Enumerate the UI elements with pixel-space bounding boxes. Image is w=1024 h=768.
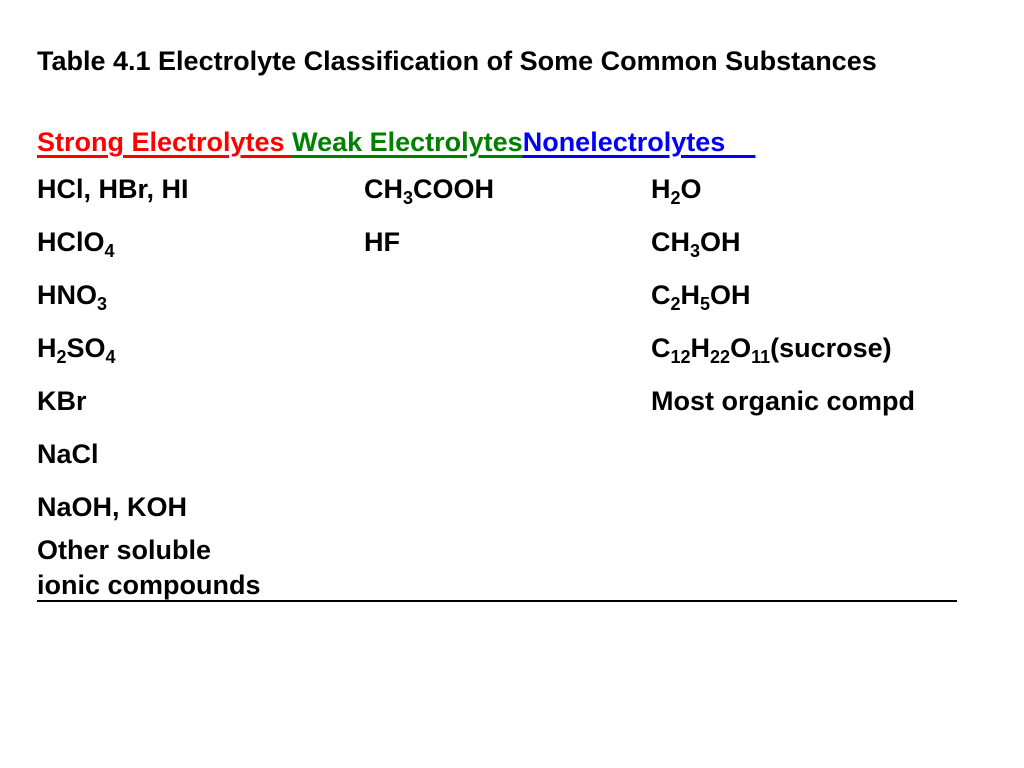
header-nonelectrolytes: Nonelectrolytes — [522, 127, 726, 157]
non-item-1-text-b: O — [680, 174, 702, 204]
non-item-3 — [651, 277, 751, 313]
non-item-4-sub-1: 12 — [670, 347, 691, 367]
weak-item-2: HF — [364, 227, 400, 257]
strong-item-7: NaOH, KOH — [37, 492, 188, 522]
non-item-4-sub-3: 11 — [751, 347, 771, 367]
non-item-4-sub-2: 22 — [710, 347, 731, 367]
strong-item-2-sub: 4 — [104, 241, 115, 261]
weak-item-1-text-b: COOH — [413, 174, 495, 204]
strong-item-8-line-2: ionic compounds — [37, 570, 261, 600]
non-item-3-text-a: C — [651, 280, 671, 310]
table-title: Table 4.1 Electrolyte Classification of Some Common Substances — [37, 46, 877, 76]
strong-item-4-sub-1: 2 — [56, 347, 67, 367]
strong-item-2 — [37, 224, 115, 260]
non-item-3-sub-2: 5 — [700, 294, 711, 314]
strong-item-3 — [37, 277, 107, 313]
weak-item-1-text-a: CH — [364, 174, 403, 204]
non-item-2 — [651, 224, 741, 260]
non-item-3-text-c: OH — [710, 280, 751, 310]
non-item-4-text-c: O — [730, 333, 752, 363]
non-item-4-text-b: H — [690, 333, 711, 363]
strong-item-2-text: HClO — [37, 227, 105, 257]
non-item-2-text-b: OH — [700, 227, 741, 257]
column-headers — [37, 124, 957, 160]
strong-item-4-text-b: SO — [66, 333, 106, 363]
non-item-4 — [651, 330, 892, 366]
non-item-1-sub: 2 — [670, 188, 681, 208]
strong-item-6: NaCl — [37, 439, 99, 469]
non-item-5: Most organic compd — [651, 386, 916, 416]
strong-item-3-sub: 3 — [97, 294, 108, 314]
header-trailing-underline — [725, 127, 755, 157]
strong-item-8-line-1: Other soluble — [37, 535, 212, 565]
strong-item-4-sub-2: 4 — [105, 347, 116, 367]
strong-item-4-text-a: H — [37, 333, 57, 363]
strong-item-3-text: HNO — [37, 280, 97, 310]
non-item-2-text-a: CH — [651, 227, 690, 257]
strong-item-5: KBr — [37, 386, 87, 416]
weak-item-1 — [364, 171, 494, 207]
non-item-1 — [651, 171, 702, 207]
non-item-2-sub: 3 — [690, 241, 701, 261]
table-bottom-rule — [37, 600, 957, 602]
non-item-3-text-b: H — [680, 280, 701, 310]
non-item-1-text-a: H — [651, 174, 671, 204]
weak-item-1-sub: 3 — [403, 188, 414, 208]
header-strong-electrolytes: Strong Electrolytes — [37, 127, 293, 157]
non-item-4-text-d: (sucrose) — [770, 333, 892, 363]
non-item-3-sub-1: 2 — [670, 294, 681, 314]
header-weak-electrolytes: Weak Electrolytes — [292, 127, 523, 157]
strong-item-1: HCl, HBr, HI — [37, 174, 189, 204]
strong-item-4 — [37, 330, 116, 366]
non-item-4-text-a: C — [651, 333, 671, 363]
